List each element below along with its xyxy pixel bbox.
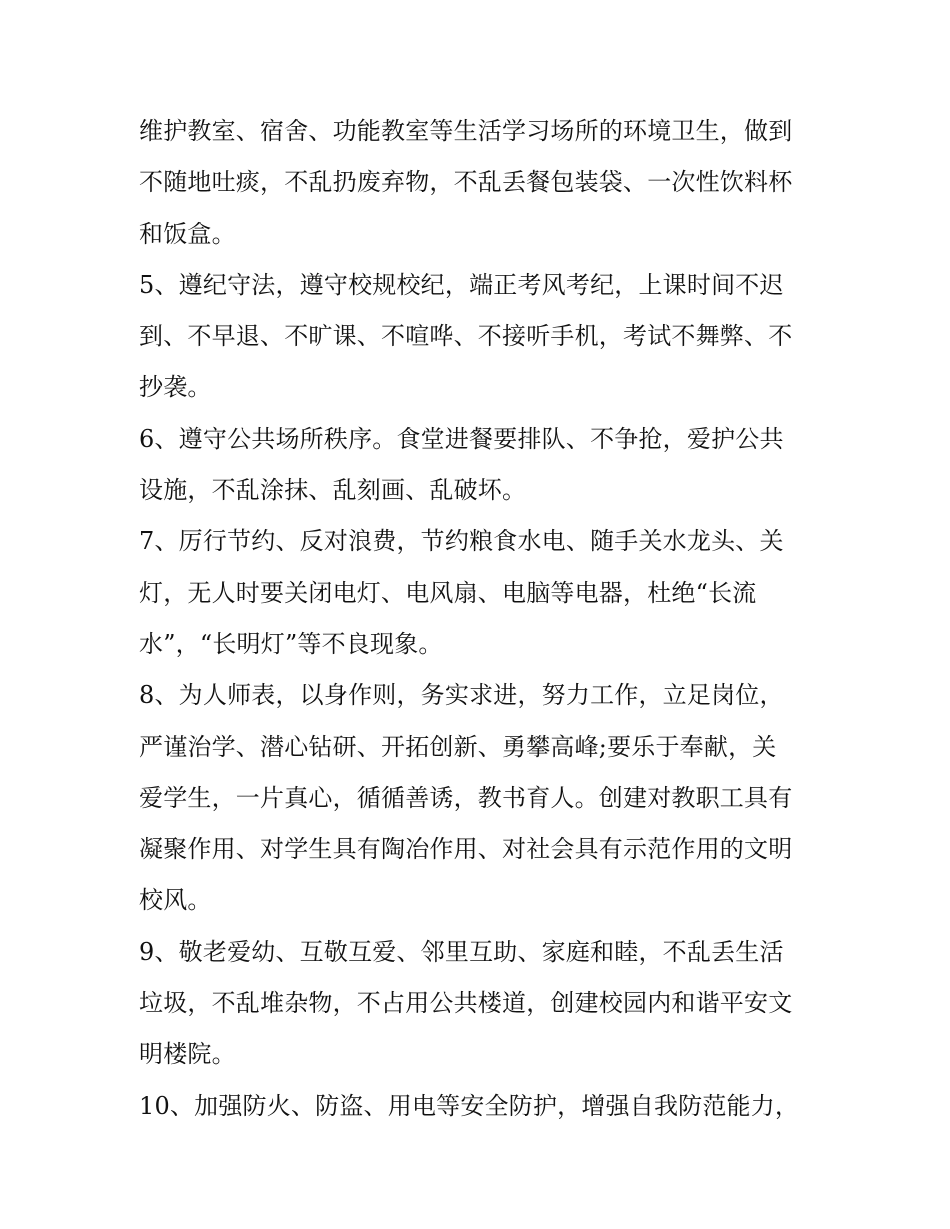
text-line: 设施，不乱涂抹、乱刻画、乱破坏。 bbox=[139, 476, 527, 505]
text-line: 不随地吐痰，不乱扔废弃物，不乱丢餐包装袋、一次性饮料杯 bbox=[139, 168, 793, 197]
text-line: 凝聚作用、对学生具有陶冶作用、对社会具有示范作用的文明 bbox=[139, 835, 793, 864]
text-line: 灯，无人时要关闭电灯、电风扇、电脑等电器，杜绝“长流 bbox=[139, 578, 757, 607]
text-line: 9、敬老爱幼、互敬互爱、邻里互助、家庭和睦，不乱丢生活 bbox=[139, 937, 784, 966]
text-line: 垃圾，不乱堆杂物，不占用公共楼道，创建校园内和谐平安文 bbox=[139, 989, 793, 1018]
text-line: 和饭盒。 bbox=[139, 219, 236, 248]
text-line: 校风。 bbox=[139, 886, 212, 915]
text-line: 抄袭。 bbox=[139, 373, 212, 402]
text-line: 水”，“长明灯”等不良现象。 bbox=[139, 629, 443, 658]
document-body bbox=[139, 106, 819, 1132]
text-line: 8、为人师表，以身作则，务实求进，努力工作，立足岗位， bbox=[139, 681, 784, 710]
text-line: 爱学生，一片真心，循循善诱，教书育人。创建对教职工具有 bbox=[139, 783, 793, 812]
text-line: 10、加强防火、防盗、用电等安全防护，增强自我防范能力， bbox=[139, 1091, 800, 1120]
text-line: 6、遵守公共场所秩序。食堂进餐要排队、不争抢，爱护公共 bbox=[139, 424, 784, 453]
text-line: 7、厉行节约、反对浪费，节约粮食水电、随手关水龙头、关 bbox=[139, 527, 784, 556]
text-line: 到、不早退、不旷课、不喧哗、不接听手机，考试不舞弊、不 bbox=[139, 322, 793, 351]
text-line: 5、遵纪守法，遵守校规校纪，端正考风考纪，上课时间不迟 bbox=[139, 270, 784, 299]
text-line: 严谨治学、潜心钻研、开拓创新、勇攀高峰;要乐于奉献，关 bbox=[139, 732, 777, 761]
text-line: 维护教室、宿舍、功能教室等生活学习场所的环境卫生，做到 bbox=[139, 117, 793, 145]
text-line: 明楼院。 bbox=[139, 1040, 236, 1069]
